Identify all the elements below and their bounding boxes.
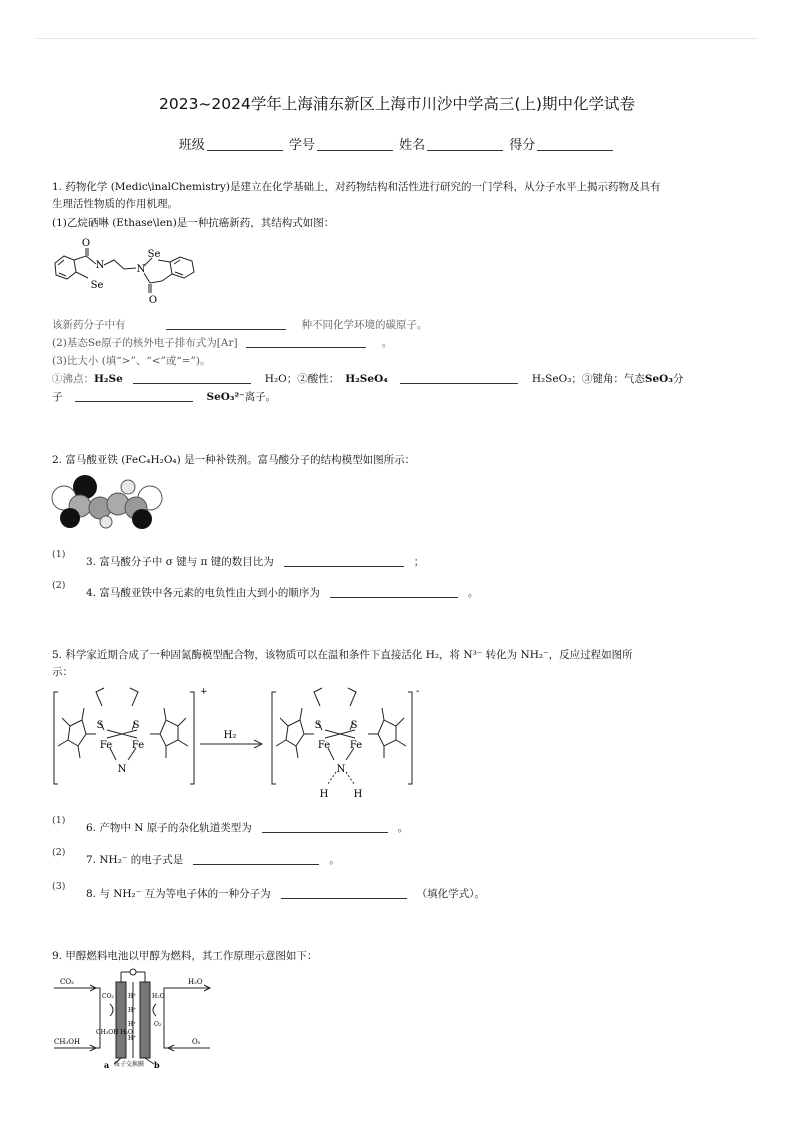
atom-s-left1: S bbox=[96, 720, 104, 731]
ethaselen-structure bbox=[50, 236, 210, 308]
q5-sub1-blank bbox=[262, 821, 388, 833]
atom-n-right: N bbox=[336, 764, 346, 775]
cell-hplus-2: H⁺ bbox=[128, 1007, 137, 1014]
q1-compare-line2 bbox=[52, 390, 276, 404]
q1-fill1-pre: 该新药分子中有 bbox=[52, 319, 126, 331]
cell-co2-out: CO₂ bbox=[60, 978, 74, 986]
cell-o2-side: O₂ bbox=[154, 1021, 162, 1028]
q1-angle-blank bbox=[75, 390, 193, 402]
q5-line1: 5. 科学家近期合成了一种固氮酶模型配合物，该物质可以在温和条件下直接活化 H₂，将 N³⁻ 转化为 NH₂⁻，反应过程如图所 bbox=[52, 649, 633, 661]
nitrogenase-reaction-diagram bbox=[50, 686, 430, 802]
atom-fe-right2: Fe bbox=[349, 740, 363, 751]
page-top-rule bbox=[36, 38, 758, 39]
q1-boil-label: ①沸点： bbox=[52, 373, 94, 385]
q1-fill1 bbox=[52, 318, 428, 332]
q2-sub1-blank bbox=[284, 555, 404, 567]
fumaric-acid-model bbox=[50, 474, 166, 530]
atom-se1: Se bbox=[90, 280, 104, 291]
q1-h2o-sep: H₂O；②酸性： bbox=[264, 373, 340, 385]
atom-se2: Se bbox=[147, 249, 161, 260]
q1-line2: 生理活性物质的作用机理。 bbox=[52, 198, 178, 210]
q1-part2-pre: (2)基态Se原子的核外电子排布式为[Ar] bbox=[52, 337, 238, 349]
cell-h2o-inner: H₂O bbox=[152, 993, 165, 1000]
charge-plus: + bbox=[200, 687, 208, 697]
q1-compare-line bbox=[52, 372, 683, 386]
cell-o2-in: O₂ bbox=[192, 1038, 201, 1046]
atom-fe-left1: Fe bbox=[99, 740, 113, 751]
atom-fe-left2: Fe bbox=[131, 740, 145, 751]
atom-fe-right1: Fe bbox=[317, 740, 331, 751]
q5-sub3-end: （填化学式）。 bbox=[416, 888, 485, 900]
q2-sub1-end: ； bbox=[413, 556, 425, 568]
q1-line1: 1. 药物化学 (Medic\inalChemistry)是建立在化学基础上，对药物结构和活性进行研究的一门学科，从分子水平上揭示药物及具有 bbox=[52, 181, 661, 193]
cell-co2-inner: CO₂ bbox=[102, 993, 114, 1000]
q5-sub1-num: (1) bbox=[52, 815, 66, 826]
q5-sub1-end: 。 bbox=[397, 822, 409, 834]
q1-zi: 子 bbox=[52, 391, 63, 403]
q1-fill1-blank bbox=[166, 318, 286, 330]
atom-n2: N bbox=[136, 264, 146, 275]
cell-hplus-1: H⁺ bbox=[128, 993, 137, 1000]
q5-sub3-num: (3) bbox=[52, 881, 66, 892]
score-blank bbox=[537, 137, 613, 151]
class-blank bbox=[207, 137, 283, 151]
q5-sub3-blank bbox=[281, 887, 407, 899]
number-blank bbox=[317, 137, 393, 151]
cell-ch3oh-in: CH₃OH bbox=[54, 1038, 81, 1046]
q2-sub2-text: 4. 富马酸亚铁中各元素的电负性由大到小的顺序为 bbox=[86, 587, 320, 599]
q2-sub2 bbox=[86, 586, 478, 600]
q2-sub1-num: (1) bbox=[52, 549, 66, 560]
q1-h2seo3-sep: H₂SeO₃；③键角：气态 bbox=[531, 373, 645, 385]
q1-part3: (3)比大小 (填“>”、“<”或“=”)。 bbox=[52, 355, 211, 367]
q2-sub2-num: (2) bbox=[52, 580, 66, 591]
q5-sub2-num: (2) bbox=[52, 847, 66, 858]
cell-ch3oh-h2o: CH₃OH H₂O bbox=[96, 1029, 133, 1036]
q1-seo3-ion: SeO₃²⁻ bbox=[206, 391, 245, 403]
q5-sub2-blank bbox=[193, 853, 319, 865]
q1-h2seo4: H₂SeO₄ bbox=[345, 373, 388, 385]
exam-title: 2023~2024学年上海浦东新区上海市川沙中学高三(上)期中化学试卷 bbox=[159, 95, 635, 113]
q1-part2 bbox=[52, 336, 392, 350]
cell-hplus-4: H⁺ bbox=[128, 1035, 137, 1042]
cell-membrane-label: 质子交换膜 bbox=[114, 1061, 145, 1068]
q1-fen: 分 bbox=[672, 373, 684, 385]
atom-n-left: N bbox=[117, 764, 127, 775]
q1-fill1-post: 种不同化学环境的碳原子。 bbox=[301, 319, 428, 331]
atom-n1: N bbox=[95, 260, 105, 271]
atom-s-right1: S bbox=[314, 720, 322, 731]
q2-sub2-end: 。 bbox=[467, 587, 479, 599]
atom-o1: O bbox=[81, 238, 91, 249]
charge-minus: - bbox=[416, 686, 420, 697]
cell-label-a: a bbox=[104, 1060, 110, 1070]
q5-sub2-text: 7. NH₂⁻ 的电子式是 bbox=[86, 854, 184, 866]
q5-sub3-text: 8. 与 NH₂⁻ 互为等电子体的一种分子为 bbox=[86, 888, 271, 900]
q1-boil-blank bbox=[133, 372, 251, 384]
q2-sub2-blank bbox=[330, 586, 458, 598]
q1-part2-blank bbox=[246, 336, 366, 348]
q5-line2: 示： bbox=[52, 666, 73, 678]
q2-sub1 bbox=[86, 555, 424, 569]
name-blank bbox=[427, 137, 503, 151]
q1-seo3: SeO₃ bbox=[644, 373, 673, 385]
atom-s-right2: S bbox=[350, 720, 358, 731]
atom-o2: O bbox=[148, 295, 158, 306]
methanol-fuel-cell-diagram bbox=[50, 968, 216, 1072]
q5-sub2-end: 。 bbox=[329, 854, 340, 866]
cell-h2o-out: H₂O bbox=[188, 978, 203, 986]
q5-sub1-text: 6. 产物中 N 原子的杂化轨道类型为 bbox=[86, 822, 252, 834]
score-label: 得分 bbox=[509, 138, 536, 153]
cell-label-b: b bbox=[154, 1060, 160, 1070]
number-label: 学号 bbox=[288, 138, 315, 153]
q5-sub3 bbox=[86, 887, 485, 901]
q1-part1: (1)乙烷硒啉 (Ethase\len)是一种抗癌新药，其结构式如图： bbox=[52, 217, 335, 229]
atom-h1: H bbox=[319, 789, 329, 800]
q1-acid-blank bbox=[400, 372, 518, 384]
arrow-label-h2: H₂ bbox=[223, 730, 237, 741]
q1-ion-word: 离子。 bbox=[244, 391, 277, 403]
student-info-line bbox=[0, 134, 794, 153]
cell-hplus-3: H⁺ bbox=[128, 1021, 137, 1028]
class-label: 班级 bbox=[178, 138, 205, 153]
q5-sub2 bbox=[86, 853, 340, 867]
name-label: 姓名 bbox=[399, 138, 426, 153]
q2-sub1-text: 3. 富马酸分子中 σ 键与 π 键的数目比为 bbox=[86, 556, 274, 568]
q1-part2-post: 。 bbox=[381, 337, 393, 349]
q5-sub1 bbox=[86, 821, 408, 835]
q1-h2se: H₂Se bbox=[94, 373, 123, 385]
atom-h2: H bbox=[353, 789, 363, 800]
q9-line: 9. 甲醇燃料电池以甲醇为燃料，其工作原理示意图如下： bbox=[52, 950, 318, 962]
atom-s-left2: S bbox=[132, 720, 140, 731]
q2-line: 2. 富马酸亚铁 (FeC₄H₂O₄) 是一种补铁剂。富马酸分子的结构模型如图所示： bbox=[52, 454, 416, 466]
